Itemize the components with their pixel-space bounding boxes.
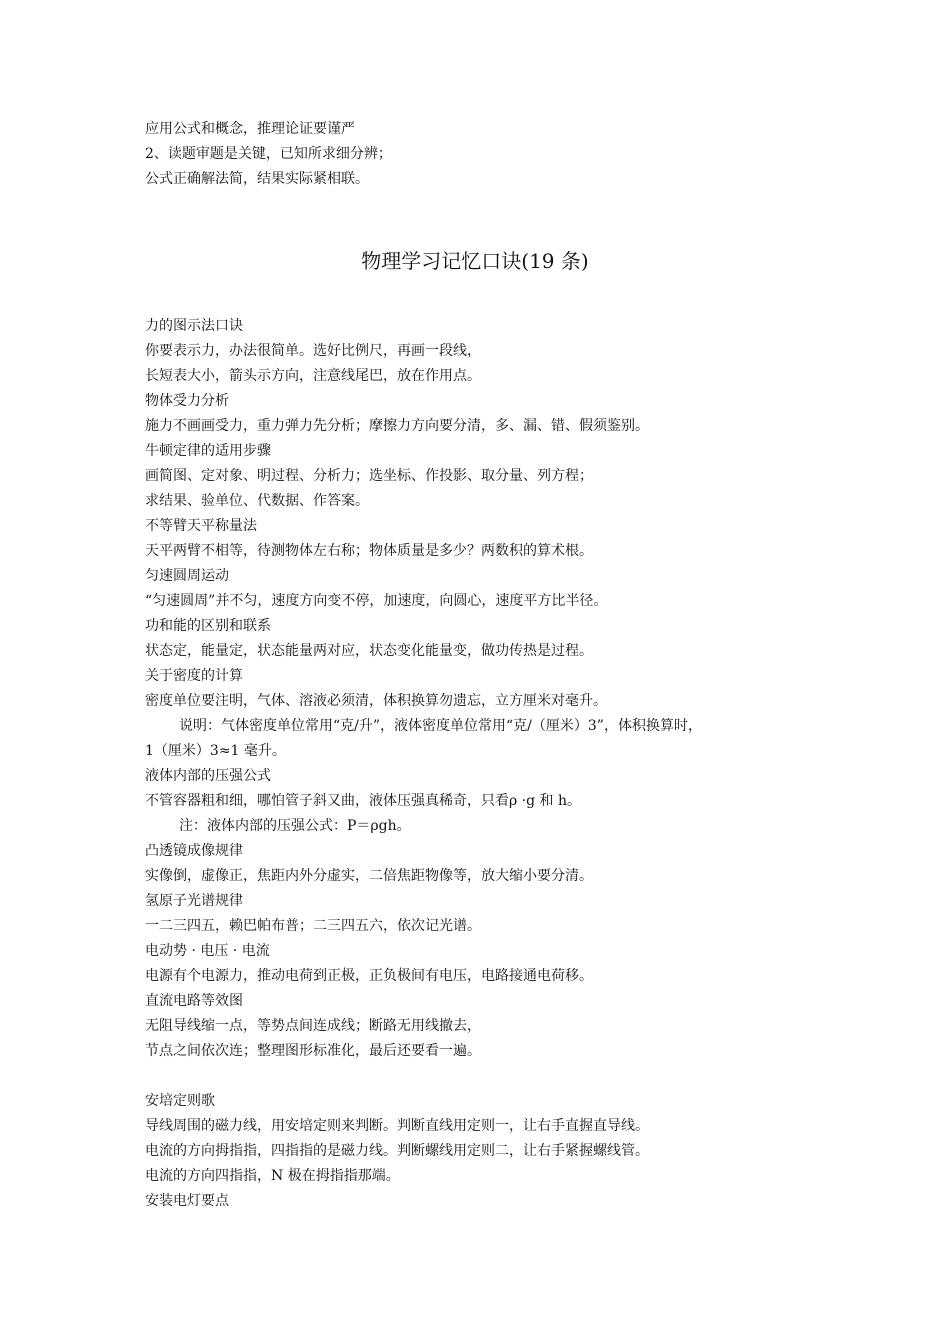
body-line: 电流的方向拇指指，四指指的是磁力线。判断螺线用定则二，让右手紧握螺线管。 [145,1143,649,1159]
body-line: 无阻导线缩一点，等势点间连成线；断路无用线撤去， [145,1018,481,1034]
body-line: 天平两臂不相等，待测物体左右称；物体质量是多少？两数积的算术根。 [145,543,593,559]
body-line: 画简图、定对象、明过程、分析力；选坐标、作投影、取分量、列方程； [145,468,593,484]
body-line: 电源有个电源力，推动电荷到正极，正负极间有电压，电路接通电荷移。 [145,968,593,984]
body-line: 实像倒，虚像正，焦距内外分虚实，二倍焦距物像等，放大缩小要分清。 [145,868,593,884]
intro-line: 公式正确解法简，结果实际紧相联。 [145,171,369,187]
section-heading: 功和能的区别和联系 [145,618,271,634]
document-title: 物理学习记忆口诀(19 条) [361,249,589,273]
section-heading: 力的图示法口诀 [145,318,243,334]
section-heading: 匀速圆周运动 [145,568,229,584]
intro-block [145,117,825,192]
body-line: 电流的方向四指指，N 极在拇指指那端。 [145,1168,400,1184]
body-line: 长短表大小，箭头示方向，注意线尾巴，放在作用点。 [145,368,481,384]
body-line: “匀速圆周”并不匀，速度方向变不停，加速度，向圆心，速度平方比半径。 [145,593,608,609]
body-line: 节点之间依次连；整理图形标准化，最后还要看一遍。 [145,1043,481,1059]
body-line: 施力不画画受力，重力弹力先分析；摩擦力方向要分清，多、漏、错、假须鉴别。 [145,418,649,434]
body-line: 求结果、验单位、代数据、作答案。 [145,493,369,509]
intro-line: 应用公式和概念，推理论证要谨严 [145,121,355,137]
section-heading: 安装电灯要点 [145,1193,229,1209]
section-heading: 液体内部的压强公式 [145,768,271,784]
body-line: 一二三四五，赖巴帕布普；二三四五六，依次记光谱。 [145,918,481,934]
section-heading: 氢原子光谱规律 [145,893,243,909]
section-heading: 不等臂天平称量法 [145,518,257,534]
note-line: 1（厘米）3≈1 毫升。 [145,743,286,759]
section-heading: 安培定则歌 [145,1093,215,1109]
section-heading: 电动势 · 电压 · 电流 [145,943,270,959]
body-line: 不管容器粗和细，哪怕管子斜又曲，液体压强真稀奇，只看ρ ·g 和 h。 [145,793,582,809]
intro-line: 2、读题审题是关键，已知所求细分辨； [145,146,392,162]
section-heading: 凸透镜成像规律 [145,843,243,859]
note-line: 注：液体内部的压强公式：P＝ρgh。 [179,818,411,834]
section-heading: 直流电路等效图 [145,993,243,1009]
note-line: 说明：气体密度单位常用“克/升”，液体密度单位常用“克/（厘米）3”，体积换算时， [179,718,702,734]
section-heading: 物体受力分析 [145,393,229,409]
body-line: 密度单位要注明，气体、溶液必须清，体积换算勿遗忘，立方厘米对毫升。 [145,693,607,709]
body-line: 你要表示力，办法很简单。选好比例尺，再画一段线， [145,343,481,359]
body-line: 状态定，能量定，状态能量两对应，状态变化能量变，做功传热是过程。 [145,643,593,659]
section-heading: 关于密度的计算 [145,668,243,684]
section-heading: 牛顿定律的适用步骤 [145,443,271,459]
body-line: 导线周围的磁力线，用安培定则来判断。判断直线用定则一，让右手直握直导线。 [145,1118,649,1134]
body-block [145,314,825,1214]
blank-line [145,1064,825,1089]
